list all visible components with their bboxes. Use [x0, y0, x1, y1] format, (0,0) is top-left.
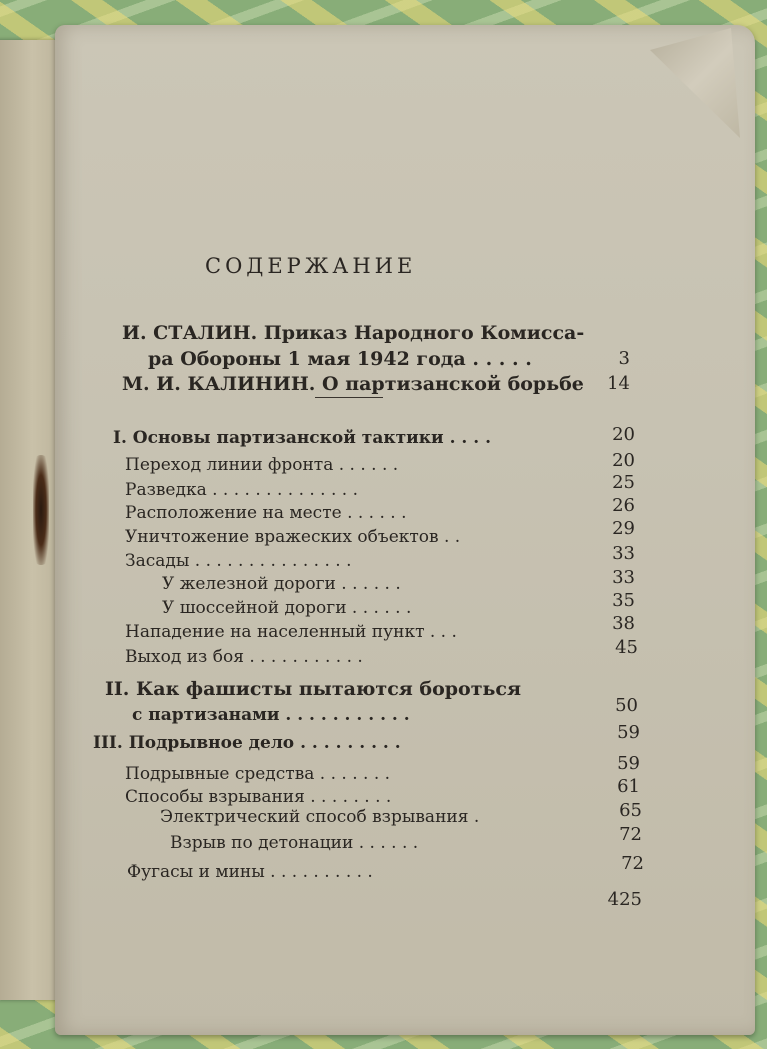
toc-page-detonation: 72 [619, 824, 642, 845]
toc-page-destruction: 29 [612, 518, 635, 539]
toc-page-location: 26 [612, 495, 635, 516]
toc-page-stalin: 3 [618, 348, 630, 369]
toc-page-section-3: 59 [617, 722, 640, 743]
toc-item-detonation: Взрыв по детонации . . . . . . [170, 833, 419, 853]
toc-page-explosives: 59 [617, 753, 640, 774]
toc-item-location: Расположение на месте . . . . . . [125, 503, 407, 523]
toc-page-electric-blasting: 65 [619, 800, 642, 821]
toc-page-ambushes: 33 [612, 543, 635, 564]
toc-item-railway: У железной дороги . . . . . . [162, 574, 401, 594]
toc-item-ambushes: Засады . . . . . . . . . . . . . . . [125, 551, 352, 571]
toc-page-highway: 35 [612, 590, 635, 611]
contents-heading: СОДЕРЖАНИЕ [205, 254, 417, 278]
toc-page-mines: 72 [621, 853, 644, 874]
toc-section-2-line1: II. Как фашисты пытаются бороться [105, 678, 521, 700]
toc-section-1: I. Основы партизанской тактики . . . . [113, 428, 491, 448]
toc-page-kalinin: 14 [607, 373, 630, 394]
toc-item-highway: У шоссейной дороги . . . . . . [162, 598, 412, 618]
burn-mark [33, 455, 49, 565]
toc-item-settlement-attack: Нападение на населенный пункт . . . [125, 622, 457, 642]
toc-page-railway: 33 [612, 567, 635, 588]
toc-page-settlement-attack: 38 [612, 613, 635, 634]
toc-item-electric-blasting: Электрический способ взрывания . [160, 807, 480, 827]
toc-item-withdrawal: Выход из боя . . . . . . . . . . . [125, 647, 363, 667]
toc-page-reconnaissance: 25 [612, 472, 635, 493]
toc-page-section-2: 50 [615, 695, 638, 716]
toc-section-3: III. Подрывное дело . . . . . . . . . [93, 733, 401, 753]
toc-entry-kalinin: М. И. КАЛИНИН. О партизанской борьбе [122, 373, 584, 395]
toc-entry-stalin-line2: ра Обороны 1 мая 1942 года . . . . . [148, 348, 532, 370]
toc-page-front-crossing: 20 [612, 450, 635, 471]
toc-item-reconnaissance: Разведка . . . . . . . . . . . . . . [125, 480, 359, 500]
toc-item-blasting-methods: Способы взрывания . . . . . . . . [125, 787, 392, 807]
divider-rule [315, 397, 383, 398]
toc-item-explosives: Подрывные средства . . . . . . . [125, 764, 391, 784]
toc-page-blasting-methods: 61 [617, 776, 640, 797]
page-number: 425 [607, 889, 642, 910]
toc-item-mines: Фугасы и мины . . . . . . . . . . [127, 862, 373, 882]
toc-item-front-crossing: Переход линии фронта . . . . . . [125, 455, 399, 475]
toc-page-section-1: 20 [612, 424, 635, 445]
toc-item-destruction: Уничтожение вражеских объектов . . [125, 527, 461, 547]
toc-section-2-line2: с партизанами . . . . . . . . . . . [132, 705, 410, 725]
toc-entry-stalin-line1: И. СТАЛИН. Приказ Народного Комисса- [122, 322, 585, 344]
toc-page-withdrawal: 45 [615, 637, 638, 658]
